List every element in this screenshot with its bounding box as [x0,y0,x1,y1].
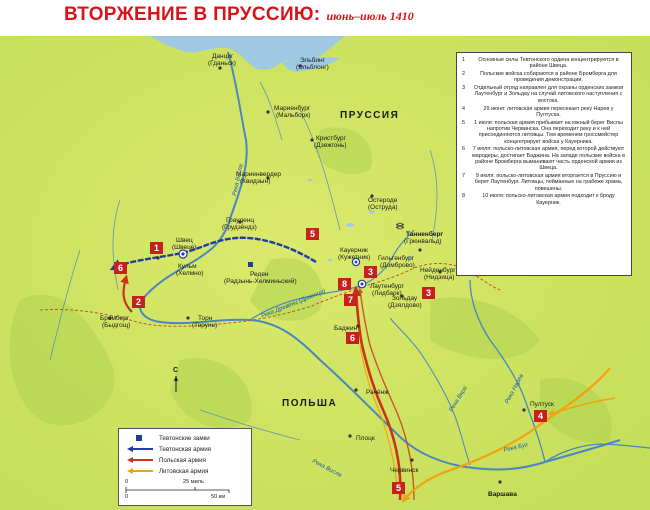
place-plock: Плоцк [356,435,375,442]
legend-row-teutonic [125,444,211,454]
place-tannenberg: Танненберг [406,231,444,238]
legend-row-lithuanian [125,466,208,476]
note-number: 7 [462,173,465,180]
note-text: 7 июля: польско-литовская армия, перед которой действуют мародеры, достигает Баджина. На западе польские войска в районе Бромберга выманивают часть орденской армии из Швеца. [472,146,625,172]
note-text: 29 июня: литовская армия пересекает реку Нарев у Пултуска. [483,105,614,118]
castle-marker-lautenburg[interactable] [358,280,366,288]
note-number: 6 [462,146,465,153]
step-label: 4 [537,411,544,421]
place-kauernik: Кауерник [340,247,368,254]
scale-km-label: 50 км [211,494,226,500]
step-label: 5 [395,483,402,493]
place-rehden-alt: (Радзынь-Хелминьский) [224,278,297,285]
notes-panel [456,52,632,276]
place-marienwerder-alt: (Квидзын) [240,178,271,185]
scale-zero-top: 0 [125,479,129,485]
place-bromberg-alt: (Быдгощ) [102,322,131,329]
place-soldau: Зольдау [392,295,418,302]
step-label: 5 [309,229,316,239]
step-label: 2 [135,297,142,307]
step-label: 3 [425,288,432,298]
map-legend [118,428,252,506]
note-item [462,85,626,104]
step-marker-6-west[interactable] [114,262,127,274]
note-item [462,193,626,206]
step-label: 3 [367,267,374,277]
place-danzig-alt: (Гданьск) [208,60,236,67]
place-gilgenburg-alt: (Домброво) [380,262,415,269]
place-rehden: Реден [250,271,269,278]
place-thorn-alt: (Торунь) [192,322,218,329]
note-text: Основные силы Тевтонского ордена концентрируются в районе Швеца. [478,57,619,70]
river-wkra: Река Вкра [448,385,469,414]
legend-label: Польская армия [159,456,206,464]
place-raciaz: Рачёнж [366,389,389,396]
place-graudenz-alt: (Грудзёндз) [222,224,257,231]
place-lautenburg-alt: (Лидбарк) [372,290,402,297]
step-marker-3[interactable] [364,266,377,278]
step-label: 6 [349,333,356,343]
place-czerwinsk: Червинск [390,467,419,474]
step-label: 6 [117,263,124,273]
step-label: 7 [347,295,354,305]
place-marienburg: Мариенбург [274,105,311,112]
region-label-prussia: ПРУССИЯ [340,110,400,121]
note-item [462,57,626,70]
step-label: 1 [153,243,160,253]
step-marker-1[interactable] [150,242,163,254]
place-kauernik-alt: (Кужетник) [338,254,371,261]
place-osterode-alt: (Оструда) [368,204,398,211]
note-number: 4 [462,105,465,112]
legend-row-castles [125,433,210,443]
place-warsaw: Варшава [488,491,517,498]
step-marker-8[interactable] [338,278,351,290]
lithuanian-arrow-icon [125,466,155,476]
note-text: Польские войска собираются в районе Бромберга для проведения демонстрации. [480,71,617,84]
place-kulm: Кульм [178,263,197,270]
note-number: 8 [462,193,465,200]
place-kulm-alt: (Хелмно) [176,270,204,277]
region-label-poland: ПОЛЬША [282,398,338,409]
note-item [462,71,626,84]
step-marker-6-east[interactable] [346,332,359,344]
place-gilgenburg: Гильгенбург [378,255,415,262]
place-thorn: Торн [198,315,213,322]
place-christburg: Кристбург [316,135,347,142]
river-bug: Река Буг [503,442,529,454]
note-text: Отдельный отряд направлен для охраны орденских замков Лаутенбург и Зольдау на случай литовского наступления с востока. [473,85,624,104]
place-neidenburg-alt: (Нидзица) [424,274,455,281]
note-item [462,106,626,119]
step-marker-2[interactable] [132,296,145,308]
place-soldau-alt: (Дзялдово) [388,302,422,309]
place-danzig: Данциг [212,53,234,60]
compass-label: С [173,367,179,374]
place-christburg-alt: (Дзежгонь) [314,142,347,149]
note-item [462,173,626,192]
river-vistula-south: Река Висла [311,458,343,479]
step-marker-5-south[interactable] [392,482,405,494]
note-text: 9 июля: польско-литовская армия вторгается в Пруссию и берет Лаутенбург. Литовцы, пойманные на грабеже храма, повешены. [474,173,623,192]
legend-label: Литовская армия [159,467,209,475]
scale-zero-bottom: 0 [125,494,129,500]
castle-marker-schwetz[interactable] [179,250,187,258]
step-marker-5-north[interactable] [306,228,319,240]
step-marker-7[interactable] [344,294,357,306]
place-schwetz: Швец [176,237,193,244]
map-title [64,4,414,34]
place-lautenburg: Лаутенбург [370,283,404,290]
step-label: 8 [341,279,348,289]
legend-label: Тевтонские замки [159,434,210,442]
note-number: 1 [462,57,465,63]
note-number: 2 [462,71,465,78]
place-marienburg-alt: (Мальборк) [276,112,311,119]
legend-label: Тевтонская армия [159,445,212,453]
legend-row-polish [125,455,206,465]
note-number: 3 [462,85,465,92]
note-number: 5 [462,119,465,126]
river-drweca: Река Древенц (Дрвенца) [260,288,327,320]
place-neidenburg: Нейденбург [420,267,456,274]
step-marker-3-east[interactable] [422,287,435,299]
title-subtitle: июнь–июль 1410 [326,9,414,23]
note-item [462,146,626,171]
step-marker-4[interactable] [534,410,547,422]
scale-miles-label: 25 миль [183,479,204,485]
castle-legend-icon [125,433,155,443]
place-osterode: Остероде [368,197,398,204]
river-vistula-north: Река Висла [232,163,245,197]
polish-arrow-icon [125,455,155,465]
river-narew: Река Нарев [504,373,526,405]
scale-bar-lines [125,486,235,494]
place-bromberg: Бромберг [100,315,130,322]
place-pultusk: Пултуск [530,401,554,408]
note-text: 1 июля: польская армия прибывает на южный берег Вислы напротив Червинска. Она переходит реку и к ней присоединяются литовцы. Тем временем гроссмейстер концентрирует войска у Кауерника. [474,119,623,145]
scale-bar [125,479,245,505]
title-main: ВТОРЖЕНИЕ В ПРУССИЮ: [64,4,321,25]
note-text: 10 июля: польско-литовская армия подходит к броду Кауерник. [482,193,615,206]
note-item [462,120,626,145]
place-marienwerder: Мариенвердер [236,171,282,178]
place-tannenberg-alt: (Грюнвальд) [404,238,442,245]
place-badzhin: Баджин [334,325,358,332]
place-elbing: Эльбинг [300,57,325,64]
castle-marker-rehden[interactable] [248,262,253,267]
place-schwetz-alt: (Швеце) [172,244,197,251]
teutonic-arrow-icon [125,444,155,454]
place-elbing-alt: (Эльблонг) [296,64,329,71]
place-graudenz: Грауденц [226,217,255,224]
